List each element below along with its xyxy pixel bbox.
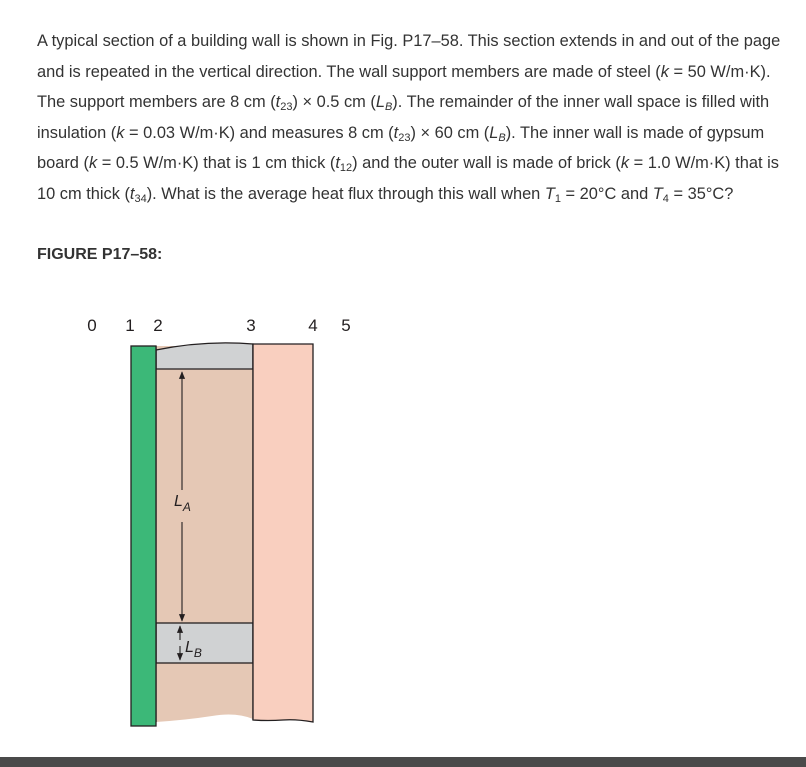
steel-member-middle	[156, 623, 253, 663]
figure-title: FIGURE P17–58:	[37, 246, 163, 263]
position-label-0: 0	[87, 316, 97, 335]
position-label-5: 5	[341, 316, 351, 335]
problem-statement: A typical section of a building wall is shown in Fig. P17–58. This section extends in and out of the page and is repeated in the vertical direction. The wall support members are made of steel (k = 50 W/m·K). The support members are 8 cm $(t_{23}) \times 0.5$ cm $(L_B)$. The remainder of the inner wall space is filled with insulation (k = 0.03 W/m·K) and measures 8 cm $(t_{23}) \times 60$ cm $(L_B)$. The inner wall is made of gypsum board (k = 0.5 W/m·K) that is 1 cm thick $(t_{12})$ and the outer wall is made of brick (k = 1.0 W/m·K) that is 10 cm thick $(t_{34})$. What is the average heat flux through this wall when $T_1 = 20^\circ C$ and $T_4 = 35^\circ C$?	[37, 32, 781, 205]
insulation-region	[156, 346, 253, 722]
gypsum-board-layer	[131, 346, 156, 726]
position-label-2: 2	[153, 316, 163, 335]
position-label-4: 4	[308, 316, 318, 335]
position-label-3: 3	[246, 316, 256, 335]
la-label: $L_A$	[174, 493, 191, 514]
lb-label: $L_B$	[185, 639, 202, 660]
steel-member-top	[156, 343, 253, 369]
bottom-bar	[0, 757, 806, 767]
position-label-1: 1	[125, 316, 135, 335]
brick-layer	[253, 344, 313, 722]
wall-section-figure	[0, 300, 380, 740]
